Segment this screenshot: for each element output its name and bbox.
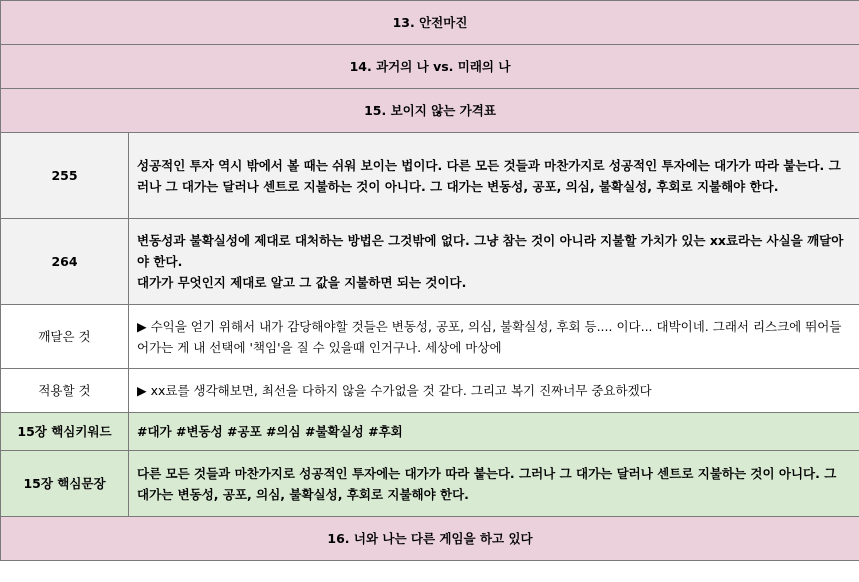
quote-row <box>1 219 859 305</box>
section-title-13: 13. 안전마진 <box>1 1 859 45</box>
section-title-15: 15. 보이지 않는 가격표 <box>1 89 859 133</box>
keywords-text: #대가 #변동성 #공포 #의심 #불확실성 #후회 <box>129 413 859 451</box>
quote-text <box>129 219 859 305</box>
quote-line: 변동성과 불확실성에 제대로 대처하는 방법은 그것밖에 없다. 그냥 참는 것이 아니라 지불할 가치가 있는 xx료라는 사실을 깨달아야 한다. <box>137 233 844 269</box>
apply-row <box>1 369 859 413</box>
quote-text: 성공적인 투자 역시 밖에서 볼 때는 쉬워 보이는 법이다. 다른 모든 것들과 마찬가지로 성공적인 투자에는 대가가 따라 붙는다. 그러나 그 대가는 달러나 센트로 지불하는 것이 아니다. 그 대가는 변동성, 공포, 의심, 불확실성, 후회로 지불해야 한다. <box>129 133 859 219</box>
realized-row <box>1 305 859 369</box>
apply-label: 적용할 것 <box>1 369 129 413</box>
section-row-16 <box>1 517 859 561</box>
section-title-16: 16. 너와 나는 다른 게임을 하고 있다 <box>1 517 859 561</box>
section-row-14 <box>1 45 859 89</box>
quote-page-number: 264 <box>1 219 129 305</box>
keywords-label: 15장 핵심키워드 <box>1 413 129 451</box>
key-sentence-row <box>1 451 859 517</box>
quote-line: 대가가 무엇인지 제대로 알고 그 값을 지불하면 되는 것이다. <box>137 275 467 290</box>
section-row-13 <box>1 1 859 45</box>
section-title-14: 14. 과거의 나 vs. 미래의 나 <box>1 45 859 89</box>
realized-label: 깨달은 것 <box>1 305 129 369</box>
realized-text: ▶ 수익을 얻기 위해서 내가 감당해야할 것들은 변동성, 공포, 의심, 불확실성, 후회 등.... 이다... 대박이네. 그래서 리스크에 뛰어들어가는 게 내 선택에 '책임'을 질 수 있을때 인거구나. 세상에 마상에 <box>129 305 859 369</box>
keywords-row <box>1 413 859 451</box>
key-sentence-label: 15장 핵심문장 <box>1 451 129 517</box>
apply-text: ▶ xx료를 생각해보면, 최선을 다하지 않을 수가없을 것 같다. 그리고 복기 진짜너무 중요하겠다 <box>129 369 859 413</box>
key-sentence-text: 다른 모든 것들과 마찬가지로 성공적인 투자에는 대가가 따라 붙는다. 그러나 그 대가는 달러나 센트로 지불하는 것이 아니다. 그 대가는 변동성, 공포, 의심, 불확실성, 후회로 지불해야 한다. <box>129 451 859 517</box>
quote-page-number: 255 <box>1 133 129 219</box>
quote-row <box>1 133 859 219</box>
section-row-15 <box>1 89 859 133</box>
